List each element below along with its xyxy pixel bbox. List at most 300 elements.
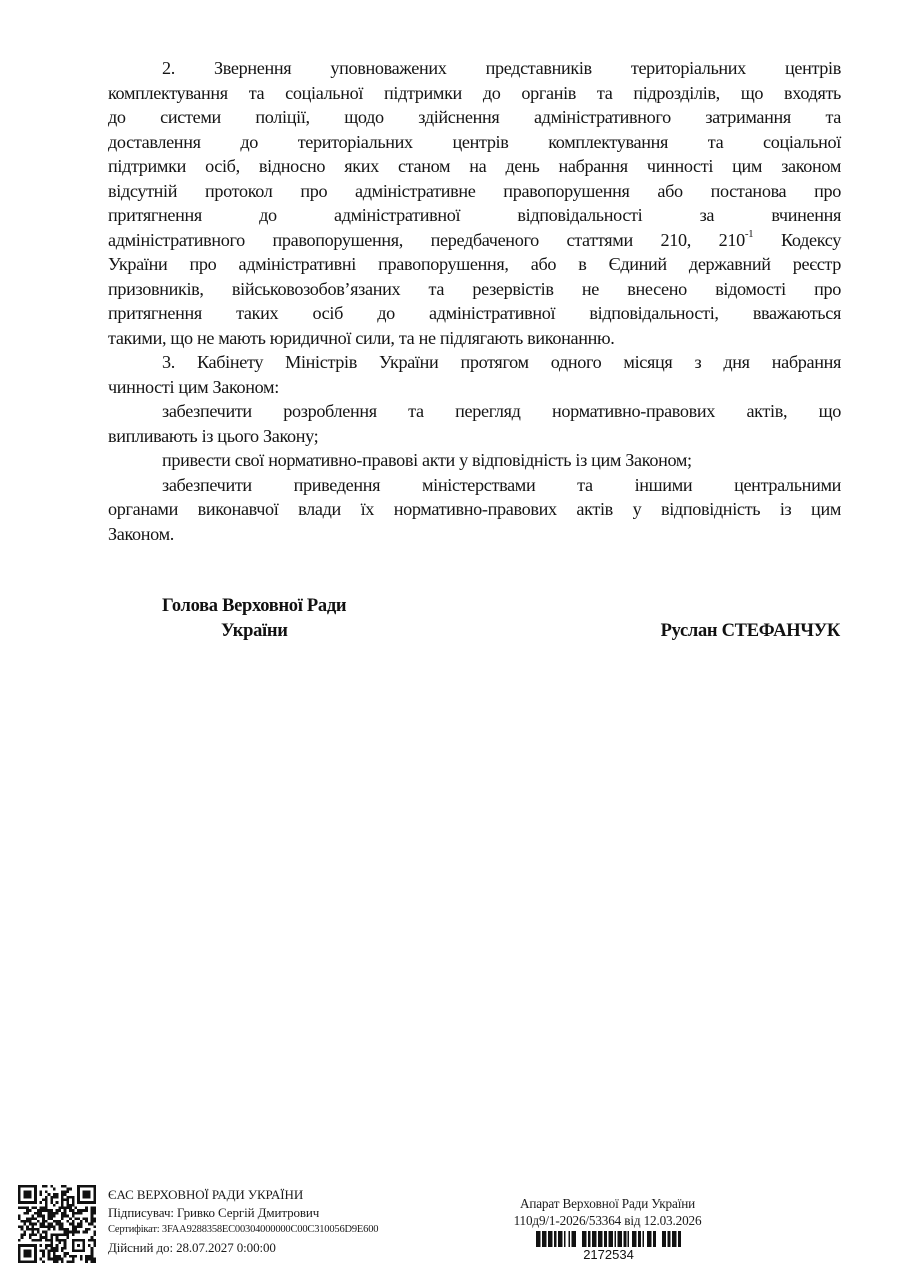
qr-module — [80, 1223, 83, 1226]
qr-module — [85, 1260, 88, 1263]
qr-module — [37, 1209, 40, 1212]
qr-module — [69, 1204, 72, 1207]
qr-module — [53, 1196, 56, 1199]
qr-module — [50, 1223, 53, 1226]
qr-module — [93, 1209, 96, 1212]
qr-module — [74, 1207, 77, 1210]
qr-module — [58, 1220, 61, 1223]
qr-module — [69, 1188, 72, 1191]
qr-module — [61, 1225, 64, 1228]
qr-module — [85, 1207, 88, 1210]
qr-module — [56, 1223, 59, 1226]
qr-module — [42, 1215, 45, 1218]
qr-module — [69, 1209, 72, 1212]
qr-module — [61, 1215, 64, 1218]
qr-module — [61, 1233, 64, 1236]
qr-module — [53, 1220, 56, 1223]
qr-module — [31, 1223, 34, 1226]
barcode-bar — [678, 1231, 681, 1247]
qr-module — [58, 1241, 61, 1244]
qr-module — [50, 1247, 53, 1250]
qr-module — [53, 1188, 56, 1191]
qr-module — [74, 1225, 77, 1228]
qr-module — [91, 1247, 94, 1250]
qr-module — [56, 1255, 59, 1258]
qr-module — [85, 1209, 88, 1212]
barcode-bar — [614, 1231, 615, 1247]
qr-module — [66, 1201, 69, 1204]
qr-module — [50, 1258, 53, 1261]
barcode-bar — [572, 1231, 576, 1247]
qr-module — [40, 1239, 43, 1242]
qr-module — [42, 1185, 45, 1188]
qr-module — [50, 1198, 53, 1201]
qr-module — [58, 1207, 61, 1210]
qr-module — [91, 1207, 94, 1210]
qr-module — [45, 1190, 48, 1193]
qr-module — [45, 1198, 48, 1201]
qr-module — [45, 1239, 48, 1242]
qr-module — [53, 1215, 56, 1218]
registration-number: 110д9/1-2026/53364 від 12.03.2026 — [513, 1213, 702, 1228]
qr-module — [34, 1207, 37, 1210]
qr-module — [64, 1212, 67, 1215]
qr-module — [29, 1228, 32, 1231]
qr-module — [21, 1228, 24, 1231]
qr-module — [31, 1231, 34, 1234]
qr-module — [31, 1207, 34, 1210]
qr-module — [74, 1212, 77, 1215]
qr-module — [37, 1231, 40, 1234]
qr-module — [29, 1223, 32, 1226]
qr-module — [77, 1217, 80, 1220]
qr-module — [45, 1207, 48, 1210]
qr-module — [37, 1228, 40, 1231]
text-line: чинності цим Законом: — [108, 376, 279, 397]
qr-module — [64, 1247, 67, 1250]
barcode-bar — [554, 1231, 557, 1247]
qr-module — [18, 1225, 21, 1228]
qr-module — [91, 1212, 94, 1215]
qr-module — [50, 1201, 53, 1204]
qr-module — [61, 1250, 64, 1253]
certificate-id: Сертифікат: 3FAA9288358EC00304000000C00C310056D9E600 — [108, 1224, 379, 1235]
text-line: Законом. — [108, 523, 174, 544]
barcode-number: 2172534 — [583, 1247, 634, 1262]
text-line: підтримки осіб, відносно яких станом на день набрання чинності цим законом — [108, 156, 841, 176]
qr-module — [40, 1258, 43, 1261]
qr-module — [45, 1209, 48, 1212]
qr-module — [50, 1241, 53, 1244]
qr-module — [53, 1255, 56, 1258]
text-line: до системи поліції, щодо здійснення адміністративного затримання та — [108, 107, 841, 127]
qr-module — [53, 1228, 56, 1231]
qr-module — [48, 1239, 51, 1242]
qr-module — [88, 1223, 91, 1226]
qr-module — [42, 1231, 45, 1234]
qr-module — [64, 1241, 67, 1244]
qr-module — [23, 1231, 26, 1234]
qr-module — [23, 1207, 26, 1210]
qr-module — [56, 1244, 59, 1247]
qr-module — [18, 1207, 21, 1210]
qr-module — [66, 1204, 69, 1207]
qr-module — [56, 1209, 59, 1212]
qr-module — [18, 1239, 21, 1242]
qr-module — [66, 1190, 69, 1193]
qr-module — [61, 1212, 64, 1215]
qr-module — [29, 1236, 32, 1239]
qr-module — [77, 1212, 80, 1215]
barcode-bar — [668, 1231, 671, 1247]
qr-module — [48, 1258, 51, 1261]
qr-module — [69, 1255, 72, 1258]
qr-module — [53, 1212, 56, 1215]
qr-module — [58, 1255, 61, 1258]
text-line: забезпечити розроблення та перегляд нормативно-правових актів, що — [162, 401, 841, 421]
qr-module — [91, 1209, 94, 1212]
text-line: доставлення до територіальних центрів комплектування та соціальної — [108, 131, 841, 152]
qr-module — [42, 1236, 45, 1239]
text-line: забезпечити приведення міністерствами та іншими центральними — [162, 474, 841, 495]
qr-module — [45, 1201, 48, 1204]
qr-module — [40, 1190, 43, 1193]
text-line: привести свої нормативно-правові акти у відповідність із цим Законом; — [162, 450, 692, 470]
qr-module — [42, 1252, 45, 1255]
qr-module — [53, 1258, 56, 1261]
qr-module — [61, 1207, 64, 1210]
qr-module — [42, 1255, 45, 1258]
qr-module — [93, 1258, 96, 1261]
qr-module — [72, 1228, 75, 1231]
qr-module — [69, 1231, 72, 1234]
qr-module — [88, 1244, 91, 1247]
barcode-bar — [592, 1231, 596, 1247]
qr-module — [37, 1215, 40, 1218]
qr-module — [77, 1223, 80, 1226]
qr-module — [48, 1252, 51, 1255]
qr-module — [66, 1236, 69, 1239]
registration-office: Апарат Верховної Ради України — [519, 1196, 696, 1211]
barcode-bar — [647, 1231, 651, 1247]
qr-module — [64, 1244, 67, 1247]
qr-module — [50, 1185, 53, 1188]
qr-module — [37, 1212, 40, 1215]
qr-module — [64, 1252, 67, 1255]
qr-module — [74, 1255, 77, 1258]
qr-module — [42, 1223, 45, 1226]
qr-module — [88, 1228, 91, 1231]
qr-module — [93, 1225, 96, 1228]
qr-module — [50, 1250, 53, 1253]
qr-module — [42, 1209, 45, 1212]
qr-module — [80, 1225, 83, 1228]
qr-module — [18, 1217, 21, 1220]
qr-module — [93, 1220, 96, 1223]
text-line-with-superscript — [108, 228, 841, 252]
qr-module — [66, 1198, 69, 1201]
qr-module — [50, 1239, 53, 1242]
barcode-bar — [569, 1231, 570, 1247]
qr-module — [83, 1209, 86, 1212]
qr-module — [77, 1231, 80, 1234]
qr-code-icon — [17, 1185, 97, 1263]
barcode-bar — [628, 1231, 629, 1247]
qr-module — [50, 1217, 53, 1220]
qr-module — [64, 1209, 67, 1212]
qr-module — [40, 1225, 43, 1228]
qr-module — [74, 1228, 77, 1231]
qr-module — [26, 1220, 29, 1223]
qr-module — [45, 1244, 48, 1247]
qr-module — [50, 1233, 53, 1236]
qr-module — [53, 1260, 56, 1263]
text-line: органами виконавчої влади їх нормативно-правових актів у відповідність із цим — [108, 499, 841, 519]
qr-module — [93, 1212, 96, 1215]
qr-module — [91, 1217, 94, 1220]
text-line: призовників, військовозобов’язаних та резервістів не внесено відомості про — [108, 278, 841, 299]
qr-module — [64, 1239, 67, 1242]
qr-module — [69, 1217, 72, 1220]
qr-module — [72, 1258, 75, 1261]
qr-module — [21, 1207, 24, 1210]
qr-module — [58, 1225, 61, 1228]
qr-module — [64, 1193, 67, 1196]
qr-module — [23, 1223, 26, 1226]
qr-module — [53, 1252, 56, 1255]
qr-module — [31, 1239, 34, 1242]
barcode-icon — [536, 1231, 681, 1247]
qr-module — [66, 1231, 69, 1234]
qr-module — [45, 1236, 48, 1239]
qr-module — [77, 1209, 80, 1212]
barcode-bar — [548, 1231, 552, 1247]
qr-module — [50, 1209, 53, 1212]
qr-module — [56, 1236, 59, 1239]
barcode-bar — [632, 1231, 636, 1247]
qr-module — [48, 1244, 51, 1247]
qr-module — [58, 1233, 61, 1236]
qr-module — [37, 1239, 40, 1242]
qr-module — [74, 1231, 77, 1234]
qr-module — [64, 1198, 67, 1201]
qr-module — [56, 1193, 59, 1196]
qr-module — [93, 1244, 96, 1247]
qr-module — [58, 1228, 61, 1231]
qr-module — [40, 1250, 43, 1253]
qr-module — [23, 1220, 26, 1223]
qr-module — [45, 1196, 48, 1199]
qr-module — [93, 1217, 96, 1220]
qr-module — [93, 1239, 96, 1242]
qr-module — [56, 1250, 59, 1253]
qr-module — [40, 1223, 43, 1226]
qr-module — [80, 1255, 83, 1258]
qr-module — [34, 1233, 37, 1236]
qr-module — [69, 1207, 72, 1210]
qr-module — [58, 1239, 61, 1242]
qr-module — [61, 1217, 64, 1220]
qr-module — [72, 1201, 75, 1204]
qr-module — [66, 1215, 69, 1218]
qr-module — [48, 1215, 51, 1218]
qr-module — [40, 1212, 43, 1215]
text-line: 3. Кабінету Міністрів України протягом одного місяця з дня набрання — [162, 352, 841, 372]
qr-module — [53, 1204, 56, 1207]
qr-module — [91, 1236, 94, 1239]
qr-module — [69, 1260, 72, 1263]
qr-module — [93, 1260, 96, 1263]
qr-module — [91, 1223, 94, 1226]
qr-module — [85, 1255, 88, 1258]
qr-module — [29, 1217, 32, 1220]
barcode-bar — [564, 1231, 565, 1247]
qr-module — [56, 1212, 59, 1215]
qr-module — [31, 1215, 34, 1218]
qr-module — [72, 1212, 75, 1215]
qr-module — [61, 1223, 64, 1226]
qr-module — [61, 1190, 64, 1193]
qr-module — [72, 1223, 75, 1226]
qr-module — [91, 1220, 94, 1223]
qr-module — [50, 1196, 53, 1199]
qr-module — [45, 1204, 48, 1207]
qr-module — [21, 1236, 24, 1239]
qr-module — [31, 1225, 34, 1228]
qr-module — [72, 1255, 75, 1258]
qr-module — [48, 1217, 51, 1220]
qr-module — [66, 1228, 69, 1231]
qr-module — [45, 1225, 48, 1228]
qr-module — [61, 1260, 64, 1263]
qr-module — [26, 1228, 29, 1231]
qr-module — [56, 1239, 59, 1242]
text-line: комплектування та соціальної підтримки до органів та підрозділів, що входять — [108, 82, 841, 103]
signatory-title-line-1: Голова Верховної Ради — [162, 596, 347, 616]
text-line: притягнення таких осіб до адміністративної відповідальності, вважаються — [108, 303, 841, 323]
qr-module — [61, 1201, 64, 1204]
qr-module — [66, 1220, 69, 1223]
qr-module — [61, 1239, 64, 1242]
qr-module — [64, 1231, 67, 1234]
qr-module — [80, 1220, 83, 1223]
qr-module — [72, 1209, 75, 1212]
qr-module — [85, 1220, 88, 1223]
qr-module — [56, 1196, 59, 1199]
qr-module — [72, 1198, 75, 1201]
qr-module — [61, 1198, 64, 1201]
qr-module — [48, 1255, 51, 1258]
qr-module — [48, 1209, 51, 1212]
text-line: притягнення до адміністративної відповідальності за вчинення — [108, 205, 841, 225]
qr-module — [53, 1233, 56, 1236]
qr-module — [26, 1209, 29, 1212]
qr-module — [85, 1231, 88, 1234]
qr-module — [66, 1252, 69, 1255]
qr-module — [88, 1255, 91, 1258]
qr-module — [66, 1233, 69, 1236]
qr-module — [40, 1209, 43, 1212]
barcode-bar — [542, 1231, 546, 1247]
qr-module — [56, 1233, 59, 1236]
qr-module — [42, 1217, 45, 1220]
signatory-title-line-2: України — [221, 621, 288, 641]
barcode-bar — [558, 1231, 562, 1247]
qr-module — [72, 1215, 75, 1218]
qr-module — [42, 1198, 45, 1201]
qr-module — [91, 1260, 94, 1263]
qr-module — [61, 1228, 64, 1231]
qr-module — [83, 1217, 86, 1220]
qr-module — [29, 1209, 32, 1212]
barcode-bar — [623, 1231, 626, 1247]
qr-module — [61, 1258, 64, 1261]
qr-module — [66, 1196, 69, 1199]
barcode-bar — [536, 1231, 540, 1247]
text-line: 2. Звернення уповноважених представників територіальних центрів — [162, 58, 841, 78]
qr-module — [40, 1207, 43, 1210]
qr-module — [42, 1250, 45, 1253]
qr-module — [91, 1255, 94, 1258]
qr-module — [61, 1185, 64, 1188]
qr-module — [72, 1225, 75, 1228]
qr-module — [66, 1207, 69, 1210]
qr-module — [45, 1220, 48, 1223]
qr-module — [50, 1215, 53, 1218]
qr-module — [66, 1260, 69, 1263]
qr-module — [31, 1217, 34, 1220]
qr-module — [48, 1225, 51, 1228]
qr-module — [56, 1258, 59, 1261]
signer-name: Підписувач: Гривко Сергій Дмитрович — [108, 1204, 320, 1220]
qr-module — [72, 1260, 75, 1263]
qr-module — [26, 1212, 29, 1215]
qr-module — [93, 1207, 96, 1210]
qr-module — [56, 1260, 59, 1263]
qr-module — [48, 1228, 51, 1231]
qr-module — [64, 1185, 67, 1188]
qr-module — [50, 1236, 53, 1239]
qr-module — [74, 1217, 77, 1220]
qr-module — [72, 1220, 75, 1223]
qr-module — [40, 1201, 43, 1204]
signature-system: ЄАС ВЕРХОВНОЇ РАДИ УКРАЇНИ — [108, 1187, 304, 1202]
qr-module — [58, 1258, 61, 1261]
barcode-bar — [662, 1231, 666, 1247]
qr-module — [56, 1247, 59, 1250]
qr-module — [50, 1244, 53, 1247]
qr-module — [80, 1212, 83, 1215]
e-signature-info — [108, 1186, 378, 1256]
qr-module — [40, 1244, 43, 1247]
qr-module — [48, 1250, 51, 1253]
qr-module — [26, 1225, 29, 1228]
qr-module — [61, 1193, 64, 1196]
qr-module — [40, 1236, 43, 1239]
qr-module — [80, 1258, 83, 1261]
qr-module — [91, 1215, 94, 1218]
qr-module — [72, 1204, 75, 1207]
qr-module — [34, 1228, 37, 1231]
qr-module — [45, 1233, 48, 1236]
qr-module — [58, 1223, 61, 1226]
barcode-bar — [672, 1231, 676, 1247]
qr-module — [34, 1239, 37, 1242]
qr-module — [45, 1231, 48, 1234]
qr-module — [69, 1196, 72, 1199]
qr-module — [53, 1193, 56, 1196]
qr-module — [66, 1188, 69, 1191]
